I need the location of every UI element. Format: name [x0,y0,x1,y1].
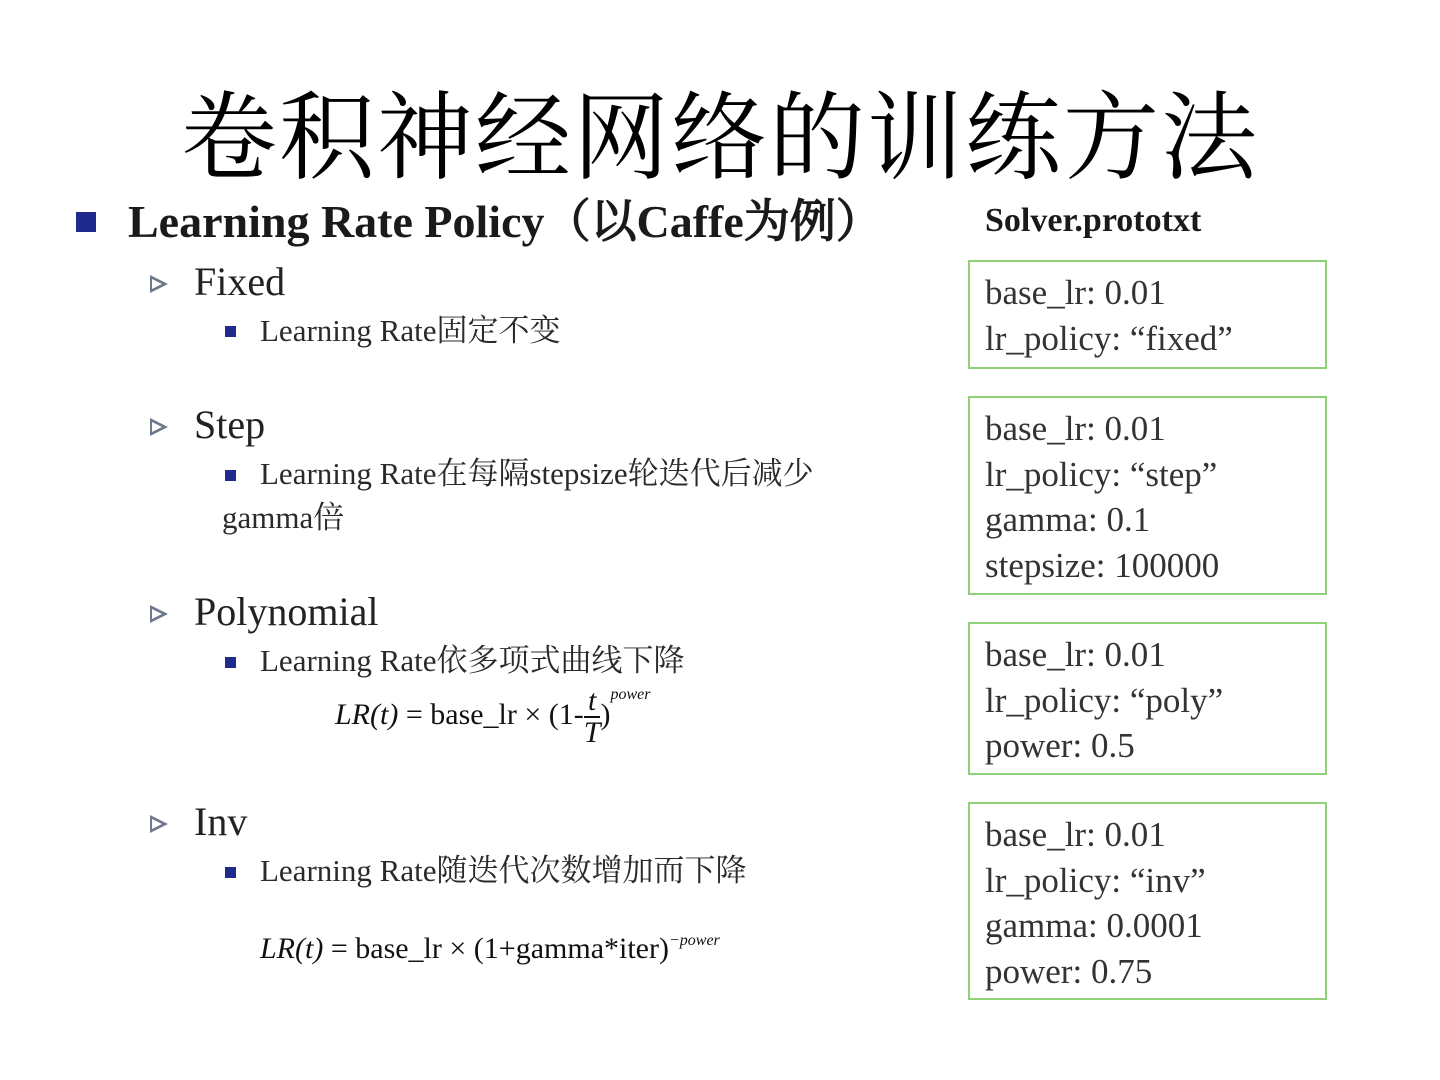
config-line: base_lr: 0.01 [985,409,1166,448]
policy-name-poly: Polynomial [194,589,379,634]
formula-exponent: power [610,686,651,703]
arrow-bullet-icon [150,418,168,436]
config-line: lr_policy: “poly” [985,680,1224,720]
square-bullet-icon [225,470,236,481]
config-box-poly [968,622,1327,775]
config-line: stepsize: 100000 [985,545,1220,585]
heading-bullet-icon [76,212,96,232]
formula-inv [260,932,720,966]
policy-desc-fixed: Learning Rate固定不变 [260,313,561,348]
policy-desc-poly: Learning Rate依多项式曲线下降 [260,643,685,678]
policy-desc-step-cont: gamma倍 [222,500,345,535]
formula-fraction [584,686,601,748]
policy-name-step: Step [194,402,266,447]
config-line: base_lr: 0.01 [985,815,1166,854]
policy-name-inv: Inv [194,799,248,844]
square-bullet-icon [225,657,236,668]
section-heading: Learning Rate Policy（以Caffe为例） [128,196,882,247]
fraction-numerator: t [584,686,601,718]
formula-lhs: LR(t) [260,932,324,965]
config-line: power: 0.5 [985,726,1135,765]
policy-desc-step: Learning Rate在每隔stepsize轮迭代后减少 [260,456,814,491]
slide-title: 卷积神经网络的训练方法 [181,82,1259,194]
fraction-denominator: T [583,716,601,749]
square-bullet-icon [225,867,236,878]
config-line: power: 0.75 [985,951,1153,991]
formula-poly [335,686,650,748]
config-box-step [968,396,1327,595]
config-line: lr_policy: “inv” [985,860,1206,900]
formula-lhs: LR(t) [335,697,399,731]
arrow-bullet-icon [150,275,168,293]
config-line: lr_policy: “step” [985,454,1218,494]
config-line: gamma: 0.1 [985,500,1151,539]
config-line: lr_policy: “fixed” [985,318,1233,358]
square-bullet-icon [225,326,236,337]
solver-file-label: Solver.prototxt [985,202,1202,239]
config-box-fixed [968,260,1327,369]
policy-desc-inv: Learning Rate随迭代次数增加而下降 [260,853,747,888]
config-box-inv [968,802,1327,1000]
config-line: base_lr: 0.01 [985,273,1166,312]
config-line: base_lr: 0.01 [985,635,1166,674]
formula-body: = base_lr × (1+gamma*iter) [330,932,669,965]
formula-exponent: −power [668,932,720,949]
policy-name-fixed: Fixed [194,259,286,304]
config-line: gamma: 0.0001 [985,906,1203,945]
arrow-bullet-icon [150,815,168,833]
formula-close: ) [600,697,611,731]
arrow-bullet-icon [150,605,168,623]
formula-body: = base_lr × (1- [405,697,584,731]
